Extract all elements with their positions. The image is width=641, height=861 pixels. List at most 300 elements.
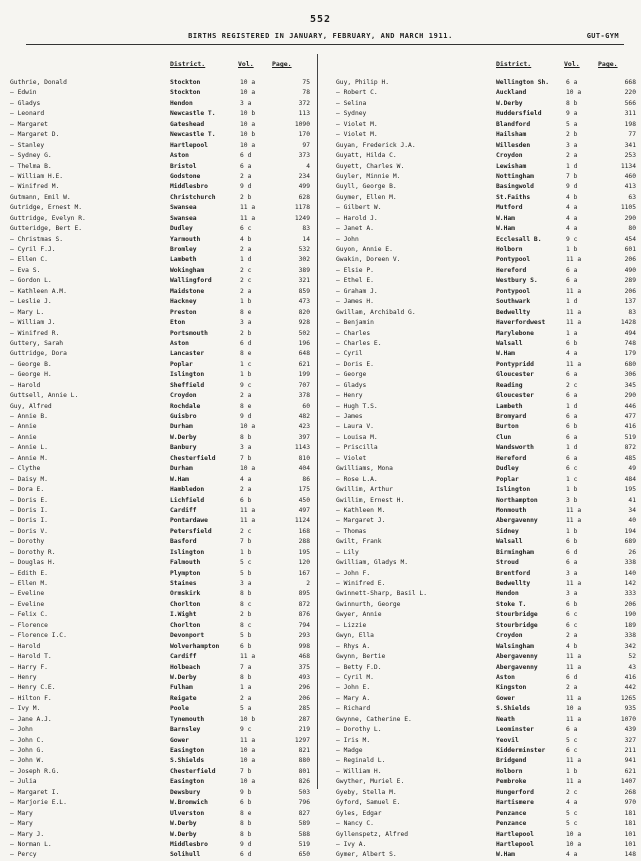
register-entry bbox=[336, 214, 636, 224]
entry-volume: 5 c bbox=[566, 809, 578, 817]
entry-page: 1178 bbox=[294, 204, 310, 212]
entry-volume: 4 a bbox=[566, 851, 578, 859]
entry-district: Hereford bbox=[496, 454, 527, 462]
register-entry bbox=[336, 318, 636, 328]
entry-volume: 10 a bbox=[566, 705, 582, 713]
entry-page: 1105 bbox=[620, 204, 636, 212]
entry-name: — Cyril M. bbox=[336, 673, 374, 681]
entry-district: Kidderminster bbox=[496, 747, 546, 754]
entry-page: 14 bbox=[302, 235, 310, 243]
entry-district: Croydon bbox=[170, 392, 197, 400]
entry-volume: 1 b bbox=[566, 486, 578, 494]
entry-name: — John bbox=[336, 235, 359, 243]
register-entry bbox=[336, 788, 636, 798]
entry-page: 75 bbox=[302, 79, 310, 86]
entry-page: 120 bbox=[298, 559, 310, 567]
entry-name: — John C. bbox=[10, 736, 45, 744]
entry-volume: 2 b bbox=[566, 131, 578, 139]
entry-name: Guthrie, Donald bbox=[10, 79, 67, 86]
entry-name: — John E. bbox=[336, 684, 371, 692]
entry-volume: 11 a bbox=[240, 736, 256, 744]
register-entry bbox=[10, 798, 310, 808]
entry-district: Petersfield bbox=[170, 527, 212, 535]
entry-name: — Annie bbox=[10, 433, 37, 441]
entry-district: Cardiff bbox=[170, 506, 197, 514]
register-entry bbox=[336, 694, 636, 704]
register-entry bbox=[336, 652, 636, 662]
register-entry bbox=[10, 673, 310, 683]
entry-district: S.Shields bbox=[496, 705, 531, 713]
register-entry bbox=[336, 402, 636, 412]
entry-district: Stourbridge bbox=[496, 621, 538, 629]
entry-district: Hambledon bbox=[170, 486, 205, 494]
entry-name: — Violet M. bbox=[336, 131, 378, 139]
entry-volume: 6 c bbox=[240, 225, 252, 233]
entry-name: — Charles bbox=[336, 329, 371, 337]
register-entry bbox=[336, 506, 636, 516]
entry-volume: 11 a bbox=[240, 204, 256, 212]
entry-district: Portsmouth bbox=[170, 329, 208, 337]
register-entry bbox=[10, 422, 310, 432]
register-entry bbox=[10, 850, 310, 860]
entry-district: Walsingham bbox=[496, 642, 534, 650]
entry-volume: 10 a bbox=[566, 89, 582, 97]
entry-name: Guttridge, Dora bbox=[10, 350, 67, 358]
register-entry bbox=[336, 589, 636, 599]
entry-name: Gwyer, Annie bbox=[336, 611, 382, 619]
entry-volume: 6 a bbox=[566, 413, 578, 420]
entry-name: Gwakin, Doreen V. bbox=[336, 256, 401, 264]
register-entry bbox=[10, 527, 310, 537]
entry-district: Pembroke bbox=[496, 778, 527, 786]
entry-page: 285 bbox=[298, 705, 310, 713]
entry-volume: 6 a bbox=[566, 433, 578, 441]
entry-volume: 9 c bbox=[240, 726, 252, 734]
entry-page: 63 bbox=[628, 193, 636, 201]
entry-page: 872 bbox=[298, 600, 310, 608]
entry-page: 794 bbox=[298, 621, 310, 629]
entry-name: — Margaret D. bbox=[10, 131, 60, 139]
register-entry bbox=[10, 182, 310, 192]
entry-district: Banbury bbox=[170, 444, 197, 452]
entry-volume: 11 a bbox=[240, 517, 256, 525]
entry-volume: 6 a bbox=[566, 726, 578, 734]
entry-volume: 9 d bbox=[240, 183, 252, 191]
entry-name: Gutridge, Ernest M. bbox=[10, 204, 83, 212]
register-entry bbox=[336, 172, 636, 182]
entry-district: Swansea bbox=[170, 204, 197, 212]
register-entry bbox=[336, 809, 636, 819]
entry-page: 621 bbox=[624, 767, 636, 775]
entry-page: 220 bbox=[624, 89, 636, 97]
page-header: Page. bbox=[272, 60, 292, 68]
entry-name: — George bbox=[336, 371, 367, 379]
entry-page: 601 bbox=[624, 246, 636, 253]
entry-name: Gutteridge, Bert E. bbox=[10, 225, 83, 233]
entry-name: — Henry C.E. bbox=[10, 684, 56, 692]
entry-district: Middlesbro bbox=[170, 183, 208, 191]
entry-name: — Robert C. bbox=[336, 89, 378, 97]
register-entry bbox=[10, 464, 310, 474]
entry-volume: 8 e bbox=[240, 809, 252, 817]
entry-name: — Ethel E. bbox=[336, 277, 374, 285]
register-entry bbox=[10, 381, 310, 391]
entry-district: Hereford bbox=[496, 266, 527, 274]
entry-district: Hailsham bbox=[496, 131, 527, 139]
register-entry bbox=[10, 162, 310, 172]
register-entry bbox=[10, 141, 310, 151]
register-entry bbox=[336, 443, 636, 453]
entry-name: — William J. bbox=[10, 319, 56, 327]
entry-name: — William H.E. bbox=[10, 172, 64, 180]
entry-volume: 9 c bbox=[240, 381, 252, 389]
entry-page: 1070 bbox=[620, 715, 636, 723]
entry-name: Gyllenspetz, Alfred bbox=[336, 830, 409, 838]
entry-volume: 11 a bbox=[566, 256, 582, 264]
entry-volume: 7 a bbox=[240, 663, 252, 671]
entry-volume: 4 b bbox=[566, 193, 578, 201]
entry-volume: 2 c bbox=[240, 266, 252, 274]
entry-volume: 6 a bbox=[566, 371, 578, 379]
register-entry bbox=[336, 558, 636, 568]
entry-volume: 9 d bbox=[566, 183, 578, 191]
entry-district: Devonport bbox=[170, 632, 205, 640]
entry-volume: 6 a bbox=[566, 79, 578, 86]
entry-name: — Marjorie E.L. bbox=[10, 799, 67, 807]
entry-page: 206 bbox=[298, 694, 310, 702]
entry-name: — Richard bbox=[336, 705, 371, 713]
entry-volume: 8 c bbox=[240, 621, 252, 629]
left-entry-list bbox=[10, 78, 310, 861]
entry-volume: 1 b bbox=[566, 246, 578, 253]
entry-volume: 2 a bbox=[240, 287, 252, 295]
entry-name: — Leslie J. bbox=[10, 298, 52, 306]
register-entry bbox=[10, 276, 310, 286]
entry-volume: 2 b bbox=[240, 329, 252, 337]
entry-volume: 6 a bbox=[566, 277, 578, 285]
entry-page: 1090 bbox=[294, 120, 310, 128]
entry-volume: 11 a bbox=[240, 506, 256, 514]
entry-name: — Doris V. bbox=[10, 527, 48, 535]
entry-page: 810 bbox=[298, 454, 310, 462]
entry-volume: 4 a bbox=[566, 225, 578, 233]
entry-page: 170 bbox=[298, 131, 310, 139]
register-entry bbox=[10, 297, 310, 307]
entry-page: 439 bbox=[624, 726, 636, 734]
entry-name: — Annie bbox=[10, 423, 37, 431]
entry-page: 290 bbox=[624, 392, 636, 400]
register-entry bbox=[10, 725, 310, 735]
entry-district: Penzance bbox=[496, 809, 527, 817]
entry-district: Penzance bbox=[496, 820, 527, 828]
register-entry bbox=[336, 349, 636, 359]
entry-volume: 3 a bbox=[566, 141, 578, 149]
entry-volume: 3 b bbox=[566, 496, 578, 504]
entry-name: Gymer, Albert S. bbox=[336, 851, 397, 859]
entry-volume: 8 b bbox=[240, 433, 252, 441]
register-entry bbox=[336, 850, 636, 860]
entry-name: — James bbox=[336, 413, 363, 420]
entry-page: 397 bbox=[298, 433, 310, 441]
entry-district: Holborn bbox=[496, 246, 523, 253]
entry-name: — Winifred E. bbox=[336, 580, 386, 587]
register-entry bbox=[336, 203, 636, 213]
entry-name: — Christmas S. bbox=[10, 235, 64, 243]
entry-page: 970 bbox=[624, 799, 636, 807]
entry-volume: 2 c bbox=[240, 277, 252, 285]
register-entry bbox=[10, 777, 310, 787]
entry-name: — Eveline bbox=[10, 600, 45, 608]
entry-volume: 5 c bbox=[240, 559, 252, 567]
entry-name: — Gladys bbox=[10, 99, 41, 107]
entry-district: Eton bbox=[170, 319, 186, 327]
entry-volume: 11 a bbox=[566, 778, 582, 786]
entry-name: — Margaret I. bbox=[10, 788, 60, 796]
entry-name: Guyler, Minnie M. bbox=[336, 172, 401, 180]
entry-name: — William H. bbox=[336, 767, 382, 775]
entry-page: 668 bbox=[624, 79, 636, 86]
entry-district: Falmouth bbox=[170, 559, 201, 567]
entry-district: Durham bbox=[170, 465, 193, 473]
entry-page: 167 bbox=[298, 569, 310, 577]
entry-page: 190 bbox=[624, 611, 636, 619]
entry-page: 446 bbox=[624, 402, 636, 410]
entry-volume: 5 a bbox=[566, 120, 578, 128]
entry-volume: 1 b bbox=[240, 548, 252, 556]
entry-name: — Dorothy R. bbox=[10, 548, 56, 556]
entry-name: — Selina bbox=[336, 99, 367, 107]
register-entry bbox=[10, 245, 310, 255]
register-entry bbox=[10, 454, 310, 464]
entry-page: 1428 bbox=[620, 319, 636, 327]
entry-name: — Eveline bbox=[10, 590, 45, 598]
entry-page: 588 bbox=[298, 830, 310, 838]
entry-volume: 6 b bbox=[566, 423, 578, 431]
register-entry bbox=[336, 130, 636, 140]
entry-volume: 6 d bbox=[240, 152, 252, 160]
entry-volume: 4 b bbox=[240, 235, 252, 243]
entry-district: W.Derby bbox=[170, 820, 197, 828]
entry-name: — Winifred R. bbox=[10, 329, 60, 337]
entry-page: 827 bbox=[298, 809, 310, 817]
entry-volume: 3 a bbox=[240, 99, 252, 107]
entry-district: Maidstone bbox=[170, 287, 205, 295]
entry-district: Blandford bbox=[496, 120, 531, 128]
entry-volume: 10 a bbox=[240, 757, 256, 765]
register-entry bbox=[336, 422, 636, 432]
entry-district: Reading bbox=[496, 381, 523, 389]
register-entry bbox=[10, 318, 310, 328]
entry-name: — Priscilla bbox=[336, 444, 378, 452]
register-entry bbox=[10, 172, 310, 182]
entry-name: — Ivy A. bbox=[336, 840, 367, 848]
register-entry bbox=[336, 297, 636, 307]
register-entry bbox=[10, 99, 310, 109]
register-entry bbox=[10, 308, 310, 318]
register-entry bbox=[10, 130, 310, 140]
entry-name: — John G. bbox=[10, 747, 45, 754]
register-entry bbox=[336, 109, 636, 119]
entry-district: Abergavenny bbox=[496, 517, 538, 525]
register-entry bbox=[336, 516, 636, 526]
entry-page: 253 bbox=[624, 152, 636, 160]
entry-district: Islington bbox=[496, 486, 531, 494]
register-entry bbox=[10, 663, 310, 673]
entry-district: Hungerford bbox=[496, 788, 534, 796]
entry-page: 532 bbox=[298, 246, 310, 253]
entry-page: 1143 bbox=[294, 444, 310, 452]
register-entry bbox=[10, 642, 310, 652]
entry-volume: 1 b bbox=[240, 298, 252, 306]
entry-page: 928 bbox=[298, 319, 310, 327]
entry-district: Basingwold bbox=[496, 183, 534, 191]
entry-district: Islington bbox=[170, 548, 205, 556]
entry-district: Lichfield bbox=[170, 496, 205, 504]
entry-name: Gwyther, Muriel E. bbox=[336, 778, 405, 786]
entry-name: Guy, Philip H. bbox=[336, 79, 390, 86]
register-entry bbox=[10, 621, 310, 631]
entry-district: Newcastle T. bbox=[170, 110, 216, 118]
entry-page: 423 bbox=[298, 423, 310, 431]
entry-district: Gower bbox=[170, 736, 189, 744]
register-entry bbox=[336, 454, 636, 464]
entry-volume: 9 d bbox=[240, 840, 252, 848]
entry-page: 442 bbox=[624, 684, 636, 692]
register-entry bbox=[10, 548, 310, 558]
entry-page: 60 bbox=[302, 402, 310, 410]
entry-name: — Winifred M. bbox=[10, 183, 60, 191]
entry-page: 416 bbox=[624, 423, 636, 431]
register-entry bbox=[336, 485, 636, 495]
entry-district: W.Derby bbox=[170, 433, 197, 441]
entry-page: 650 bbox=[298, 851, 310, 859]
register-entry bbox=[10, 683, 310, 693]
entry-name: Guymer, Ellen M. bbox=[336, 193, 397, 201]
register-entry bbox=[10, 339, 310, 349]
register-entry bbox=[336, 308, 636, 318]
entry-name: — Mary A. bbox=[336, 694, 371, 702]
entry-district: Gloucester bbox=[496, 392, 534, 400]
entry-name: — Margaret bbox=[10, 120, 48, 128]
register-entry bbox=[336, 569, 636, 579]
entry-name: Guyon, Annie E. bbox=[336, 246, 393, 253]
entry-page: 86 bbox=[302, 475, 310, 483]
entry-volume: 1 c bbox=[240, 360, 252, 368]
entry-page: 196 bbox=[298, 339, 310, 347]
register-entry bbox=[336, 756, 636, 766]
register-entry bbox=[336, 798, 636, 808]
register-entry bbox=[336, 464, 636, 474]
entry-name: — Eva S. bbox=[10, 266, 41, 274]
register-entry bbox=[336, 360, 636, 370]
entry-volume: 2 a bbox=[240, 694, 252, 702]
entry-district: Lewisham bbox=[496, 162, 527, 170]
entry-volume: 11 a bbox=[566, 694, 582, 702]
entry-district: Hackney bbox=[170, 298, 197, 306]
register-entry bbox=[336, 537, 636, 547]
entry-district: Wolverhampton bbox=[170, 642, 220, 650]
entry-name: — Thomas bbox=[336, 527, 367, 535]
entry-name: Guyatt, Hilda C. bbox=[336, 152, 397, 160]
entry-volume: 5 c bbox=[566, 736, 578, 744]
entry-volume: 9 d bbox=[240, 413, 252, 420]
register-entry bbox=[10, 412, 310, 422]
entry-name: — Rose L.A. bbox=[336, 475, 378, 483]
entry-district: Hendon bbox=[496, 590, 519, 598]
entry-volume: 11 a bbox=[566, 653, 582, 661]
entry-page: 78 bbox=[302, 89, 310, 97]
register-entry bbox=[336, 704, 636, 714]
register-entry bbox=[336, 151, 636, 161]
entry-district: Godstone bbox=[170, 172, 201, 180]
entry-volume: 6 a bbox=[566, 266, 578, 274]
entry-volume: 10 a bbox=[566, 830, 582, 838]
register-entry bbox=[10, 496, 310, 506]
register-entry bbox=[10, 349, 310, 359]
entry-volume: 6 b bbox=[566, 538, 578, 546]
entry-page: 219 bbox=[298, 726, 310, 734]
header-divider bbox=[26, 44, 624, 45]
entry-district: Ulverston bbox=[170, 809, 205, 817]
register-entry bbox=[336, 527, 636, 537]
entry-page: 454 bbox=[624, 235, 636, 243]
entry-name: Guttsell, Annie L. bbox=[10, 392, 79, 400]
entry-name: — Iris M. bbox=[336, 736, 371, 744]
register-entry bbox=[336, 548, 636, 558]
entry-district: Chesterfield bbox=[170, 767, 216, 775]
entry-district: W.Derby bbox=[496, 99, 523, 107]
entry-district: Gower bbox=[496, 694, 515, 702]
entry-page: 4 bbox=[306, 162, 310, 170]
entry-page: 477 bbox=[624, 413, 636, 420]
entry-name: — Harry F. bbox=[10, 663, 48, 671]
entry-page: 876 bbox=[298, 611, 310, 619]
entry-page: 293 bbox=[298, 632, 310, 640]
entry-name: — Nancy C. bbox=[336, 820, 374, 828]
entry-volume: 6 c bbox=[566, 747, 578, 754]
entry-district: Stourbridge bbox=[496, 611, 538, 619]
entry-page: 859 bbox=[298, 287, 310, 295]
register-entry bbox=[336, 224, 636, 234]
entry-district: Plympton bbox=[170, 569, 201, 577]
register-entry bbox=[10, 109, 310, 119]
entry-volume: 6 a bbox=[240, 162, 252, 170]
entry-name: — Margaret J. bbox=[336, 517, 386, 525]
entry-volume: 8 c bbox=[240, 600, 252, 608]
entry-name: — Graham J. bbox=[336, 287, 378, 295]
register-entry bbox=[10, 506, 310, 516]
entry-page: 998 bbox=[298, 642, 310, 650]
entry-name: — John W. bbox=[10, 757, 45, 765]
entry-volume: 11 a bbox=[566, 308, 582, 316]
entry-district: Lancaster bbox=[170, 350, 205, 358]
entry-page: 206 bbox=[624, 600, 636, 608]
entry-page: 895 bbox=[298, 590, 310, 598]
entry-volume: 10 a bbox=[240, 120, 256, 128]
entry-page: 373 bbox=[298, 152, 310, 160]
entry-volume: 6 b bbox=[566, 600, 578, 608]
register-entry bbox=[336, 381, 636, 391]
register-entry bbox=[336, 266, 636, 276]
entry-district: W.Derby bbox=[170, 673, 197, 681]
entry-page: 748 bbox=[624, 339, 636, 347]
entry-page: 140 bbox=[624, 569, 636, 577]
entry-page: 83 bbox=[628, 308, 636, 316]
entry-district: Holbeach bbox=[170, 663, 201, 671]
entry-page: 342 bbox=[624, 642, 636, 650]
entry-volume: 2 a bbox=[566, 632, 578, 640]
entry-district: Aston bbox=[170, 152, 189, 160]
